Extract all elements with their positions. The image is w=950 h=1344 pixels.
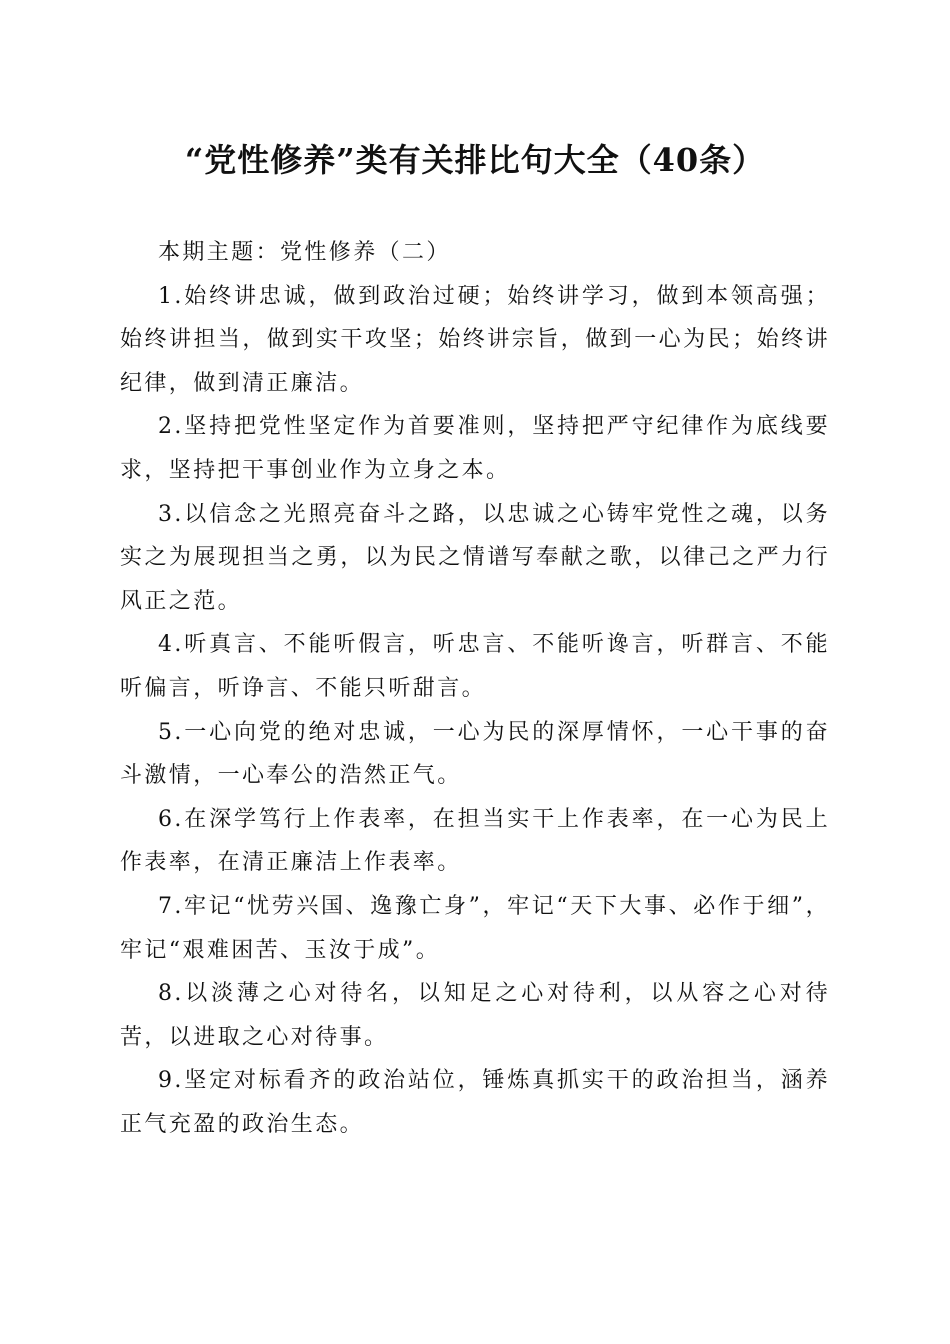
paragraph-1: 1.始终讲忠诚，做到政治过硬；始终讲学习，做到本领高强；始终讲担当，做到实干攻坚；始终讲宗旨，做到一心为民；始终讲纪律，做到清正廉洁。 <box>120 283 830 396</box>
document-body <box>120 231 830 1146</box>
paragraph-9: 9.坚定对标看齐的政治站位，锤炼真抓实干的政治担当，涵养正气充盈的政治生态。 <box>120 1068 830 1137</box>
paragraph-2: 2.坚持把党性坚定作为首要准则，坚持把严守纪律作为底线要求，坚持把干事创业作为立身之本。 <box>120 414 830 483</box>
paragraph-4: 4.听真言、不能听假言，听忠言、不能听谗言，听群言、不能听偏言，听诤言、不能只听甜言。 <box>120 632 830 701</box>
paragraph-7: 7.牢记“忧劳兴国、逸豫亡身”，牢记“天下大事、必作于细”，牢记“艰难困苦、玉汝于成”。 <box>120 893 830 963</box>
document-title: “党性修养”类有关排比句大全（40条） <box>184 141 766 179</box>
paragraph-3: 3.以信念之光照亮奋斗之路，以忠诚之心铸牢党性之魂，以务实之为展现担当之勇，以为民之情谱写奉献之歌，以律己之严力行风正之范。 <box>120 501 830 614</box>
intro-paragraph: 本期主题：党性修养（二） <box>158 240 451 265</box>
paragraph-5: 5.一心向党的绝对忠诚，一心为民的深厚情怀，一心干事的奋斗激情，一心奉公的浩然正气。 <box>120 719 830 789</box>
paragraph-8: 8.以淡薄之心对待名，以知足之心对待利，以从容之心对待苦，以进取之心对待事。 <box>120 981 830 1050</box>
paragraph-6: 6.在深学笃行上作表率，在担当实干上作表率，在一心为民上作表率，在清正廉洁上作表率。 <box>120 806 830 876</box>
